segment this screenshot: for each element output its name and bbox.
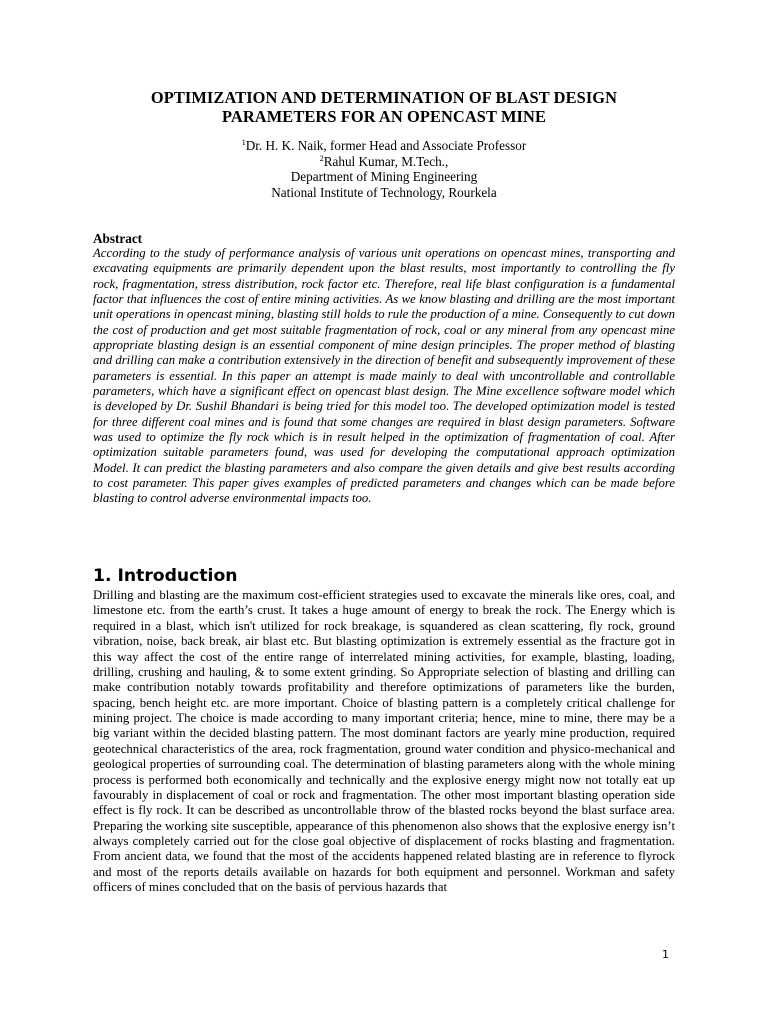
introduction-text: Drilling and blasting are the maximum cost-efficient strategies used to excavate the minerals like ores, coal, and limestone etc. from the earth’s crust. It takes a huge amount of energy to break the rock. The Energy which is required in a blast, which isn't utilized for rock breakage, is squandered as clean scattering, fly rock, ground vibration, noise, back break, air blast etc. But blasting optimization is extremely essential as the fracture got in this way affect the cost of the entire range of interrelated mining activities, for example, blasting, loading, drilling, crushing and hauling, & to some extent grinding. So Appropriate selection of blasting and drilling can make contribution notably towards profitability and therefore optimizations of parameters like the burden, spacing, bench height etc. are more important. Choice of blasting pattern is a completely critical challenge for mining project. The choice is made according to many important criteria; hence, mine to mine, there may be a big variant within the decided blasting pattern. The most dominant factors are yearly mine production, required geotechnical characteristics of the area, rock fragmentation, ground water condition and physico-mechanical and geological properties of surrounding coal. The determination of blasting parameters along with the whole mining process is performed both economically and technically and the explosive energy might now not totally eat up favourably in displacement of coal or rock and fragmentation. The other most important blasting operation side effect is fly rock. It can be described as uncontrollable throw of the blasted rocks beyond the blast surface area. Preparing the working site susceptible, appearance of this phenomenon also shows that the explosive energy isn’t always completely carried out for the close goal objective of displacement of rocks blasting and fragmentation. From ancient data, we found that the most of the accidents happened related blasting are in reference to flyrock and most of the reports details available on hazards for both equipment and personnel. Workman and safety officers of mines concluded that on the basis of pervious hazards that — [93, 588, 675, 895]
department: Department of Mining Engineering — [290, 169, 478, 184]
paper-title — [90, 88, 678, 126]
paper-title-line-2: PARAMETERS FOR AN OPENCAST MINE — [222, 107, 546, 126]
author-2-name: Rahul Kumar, M.Tech., — [323, 153, 449, 169]
author-2-affiliation-mark: 2 — [319, 153, 324, 163]
abstract-heading: Abstract — [93, 231, 143, 246]
author-1-name: Dr. H. K. Naik, former Head and Associate Professor — [245, 138, 527, 153]
author-block — [90, 138, 678, 200]
author-1 — [90, 138, 678, 154]
section-heading-introduction: 1. Introduction — [93, 566, 238, 586]
page-number: 1 — [662, 948, 669, 961]
institution: National Institute of Technology, Rourkela — [271, 184, 497, 200]
abstract-text: According to the study of performance analysis of various unit operations on opencast mines, transporting and excavating equipments are primarily dependent upon the blast results, most importantly to controlling the fly rock, fragmentation, stress distribution, rock factor etc. Therefore, real life blast configuration is a fundamental factor that influences the cost of entire mining activities. As we know blasting and drilling are the most important unit operations in opencast mining, blasting still holds to rule the production of a mine. Consequently to cut down the cost of production and get most suitable fragmentation of rock, coal or any mineral from any opencast mine appropriate blasting design is an essential component of mine design principles. The proper method of blasting and drilling can make a contribution extensively in the direction of benefit and subsequently improvement of these parameters is essential. In this paper an attempt is made mainly to deal with uncontrollable and controllable parameters, which have a significant effect on opencast blast design. The Mine excellence software model which is developed by Dr. Sushil Bhandari is being tried for this model too. The developed optimization model is tested for three different coal mines and is found that some changes are required in blast design parameters. Software was used to optimize the fly rock which is in result helped in the optimization of fragmentation of coal. After optimization suitable parameters found, was used for developing the computational approach optimization Model. It can predict the blasting parameters and also compare the given details and give best results according to cost parameter. This paper gives examples of predicted parameters and changes which can be made before blasting to control adverse environmental impacts too. — [93, 246, 675, 506]
paper-title-line-1: OPTIMIZATION AND DETERMINATION OF BLAST DESIGN — [150, 88, 618, 107]
author-2 — [90, 154, 678, 170]
author-1-affiliation-mark: 1 — [241, 138, 246, 147]
